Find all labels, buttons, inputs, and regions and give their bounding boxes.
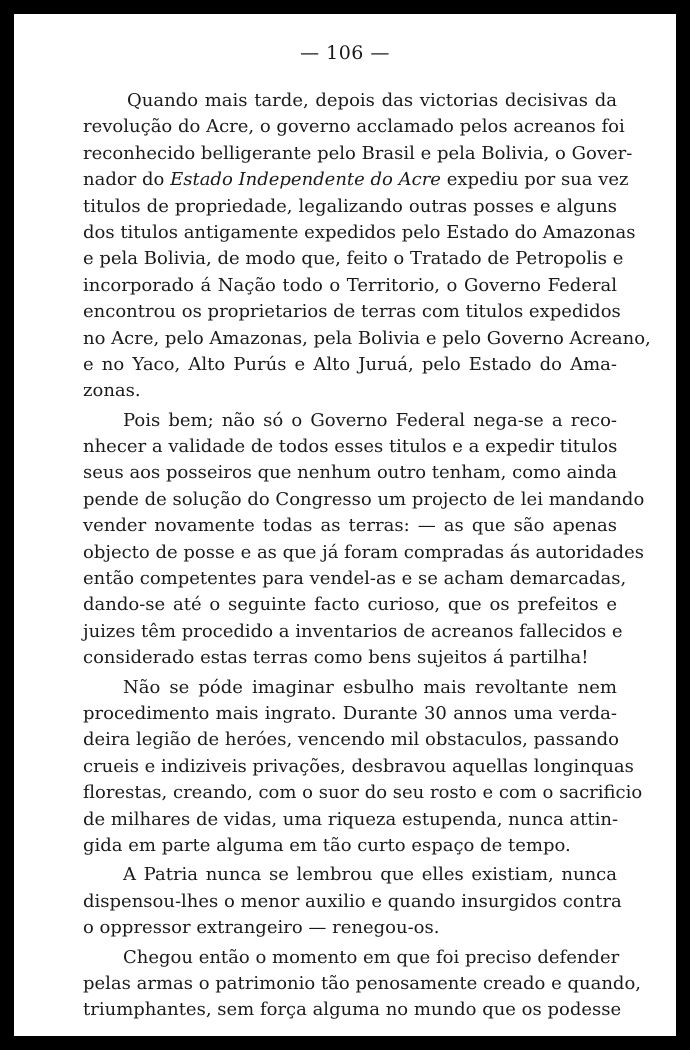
text-line: zonas.: [83, 380, 141, 402]
text-line: e no Yaco, Alto Purús e Alto Juruá, pelo Estado do Ama-: [83, 353, 617, 375]
book-page: [14, 14, 676, 1036]
paragraph: [83, 408, 645, 672]
body-text: [83, 88, 651, 1024]
text-line: revolução do Acre, o governo acclamado pelos acreanos foi: [83, 116, 625, 138]
text-line: seus aos posseiros que nenhum outro tenham, como ainda: [83, 462, 617, 484]
text-line: objecto de posse e as que já foram compradas ás autoridades: [83, 541, 644, 563]
text-line: juizes têm procedido a inventarios de acreanos fallecidos e: [83, 620, 623, 642]
text-line: triumphantes, sem força alguma no mundo que os podesse: [83, 999, 622, 1021]
text-line: de milhares de vidas, uma riqueza estupenda, nunca attin-: [83, 808, 619, 830]
italic-text: Estado Independente do Acre: [170, 169, 441, 191]
text-line: gida em parte alguma em tão curto espaço de tempo.: [83, 834, 571, 856]
text-line: nhecer a validade de todos esses titulos e a expedir titulos: [83, 436, 618, 458]
text-line: no Acre, pelo Amazonas, pela Bolivia e pelo Governo Acreano,: [83, 327, 651, 349]
text-line: e pela Bolivia, de modo que, feito o Tratado de Petropolis e: [83, 248, 624, 270]
paragraph: [83, 88, 651, 405]
paragraph: [83, 675, 643, 860]
text-line: deira legião de heróes, vencendo mil obstaculos, passando: [83, 729, 619, 751]
text-line: titulos de propriedade, legalizando outras posses e alguns: [83, 195, 617, 217]
text-line: crueis e indiziveis privações, desbravou aquellas longinquas: [83, 755, 634, 777]
text-line: encontrou os proprietarios de terras com titulos expedidos: [83, 301, 621, 323]
text-line: dos titulos antigamente expedidos pelo Estado do Amazonas: [83, 221, 636, 243]
paragraph: [83, 945, 641, 1024]
page-number: — 106 —: [300, 42, 390, 64]
text-line: florestas, creando, com o suor do seu rosto e com o sacrificio: [83, 782, 643, 804]
text-line: vender novamente todas as terras: — as que são apenas: [83, 515, 617, 537]
text-line: Quando mais tarde, depois das victorias decisivas da: [127, 90, 617, 111]
text-line: [83, 167, 629, 193]
text-segment: nador do: [83, 169, 171, 191]
text-line: Pois bem; não só o Governo Federal nega-se a reco-: [123, 409, 617, 431]
text-line: procedimento mais ingrato. Durante 30 annos uma verda-: [83, 702, 617, 724]
text-line: dispensou-lhes o menor auxilio e quando insurgidos contra: [83, 890, 622, 912]
text-line: o oppressor extrangeiro — renegou-os.: [83, 917, 440, 939]
paragraph: [83, 862, 622, 941]
text-line: Não se póde imaginar esbulho mais revoltante nem: [123, 676, 617, 698]
text-line: então competentes para vendel-as e se acham demarcadas,: [83, 568, 627, 590]
text-line: Chegou então o momento em que foi preciso defender: [123, 946, 620, 968]
text-line: considerado estas terras como bens sujeitos á partilha!: [83, 647, 589, 669]
text-line: A Patria nunca se lembrou que elles existiam, nunca: [123, 864, 617, 886]
text-line: incorporado á Nação todo o Territorio, o Governo Federal: [83, 274, 617, 296]
text-segment: expediu por sua vez: [440, 169, 629, 191]
text-line: reconhecido belligerante pelo Brasil e pela Bolivia, o Gover-: [83, 142, 633, 164]
text-line: dando-se até o seguinte facto curioso, que os prefeitos e: [83, 594, 617, 616]
text-line: pende de solução do Congresso um projecto de lei mandando: [83, 488, 645, 510]
text-line: pelas armas o patrimonio tão penosamente creado e quando,: [83, 972, 641, 994]
